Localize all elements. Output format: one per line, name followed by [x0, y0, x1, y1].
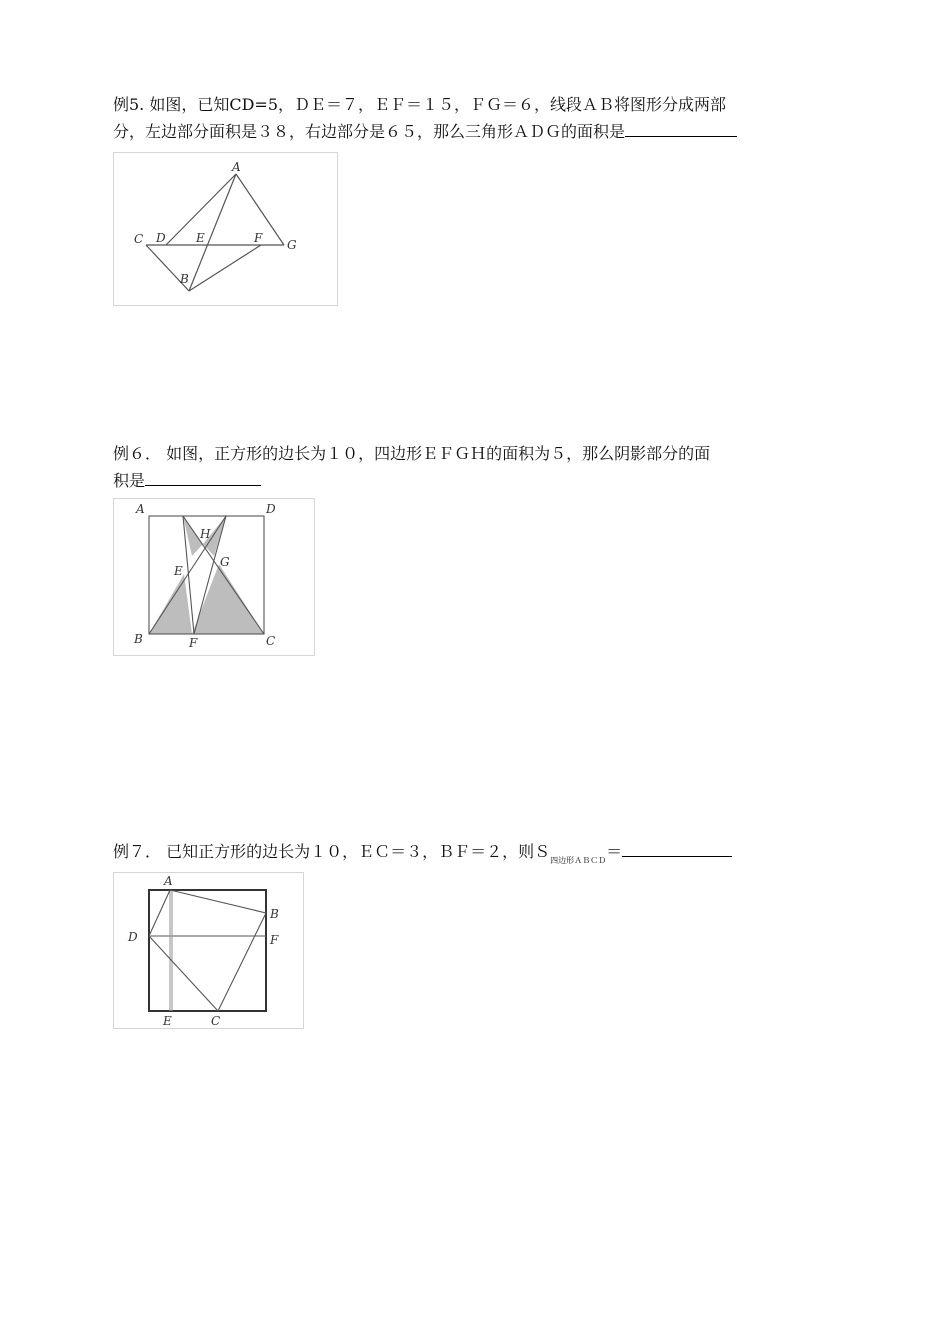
label-c: C: [266, 634, 276, 648]
label-f: F: [189, 636, 198, 650]
label-a: A: [136, 502, 145, 516]
example-7-subscript: 四边形ＡＢＣＤ: [550, 856, 607, 865]
answer-blank-5: [625, 118, 737, 137]
example-6-text: [113, 440, 839, 494]
example-5-line-2-text: 分，左边部分面积是３８，右边部分是６５，那么三角形ＡＤＧ的面积是: [113, 122, 626, 141]
example-5-text: [113, 91, 839, 145]
figure-example-5: [113, 152, 338, 306]
label-d: D: [156, 231, 166, 245]
answer-blank-7: [622, 838, 732, 857]
label-c: C: [134, 232, 144, 246]
label-e: E: [196, 231, 205, 245]
example-6-line-2-text: 积是: [113, 471, 146, 490]
example-7-line: [113, 838, 839, 874]
label-g: G: [287, 238, 297, 252]
example-7-equals: ＝: [606, 842, 623, 861]
label-g: G: [220, 555, 230, 569]
label-b: B: [270, 907, 279, 921]
example-5-line-2: [113, 118, 839, 145]
example-6-line-2: [113, 467, 839, 494]
label-e: E: [163, 1014, 172, 1028]
label-e: E: [174, 564, 183, 578]
label-c: C: [211, 1014, 221, 1028]
example-6-line-1: 例６． 如图，正方形的边长为１０，四边形ＥＦＧＨ的面积为５，那么阴影部分的面: [113, 444, 711, 463]
figure-example-6: [113, 498, 315, 656]
example-7-text: [113, 838, 839, 874]
label-f: F: [270, 933, 279, 947]
label-a: A: [164, 874, 173, 888]
example-5-line-1: 例5. 如图，已知CD=5，ＤＥ＝７，ＥＦ＝１５，ＦＧ＝６，线段ＡＢ将图形分成两部: [113, 95, 727, 114]
figure-example-7: [113, 872, 304, 1029]
label-b: B: [180, 272, 189, 286]
label-b: B: [134, 632, 143, 646]
label-d: D: [266, 502, 276, 516]
example-7-text-main: 例７． 已知正方形的边长为１０，ＥＣ＝３，ＢＦ＝２，则Ｓ: [113, 842, 551, 861]
label-a: A: [232, 160, 241, 174]
answer-blank-6: [145, 467, 261, 486]
label-f: F: [254, 231, 263, 245]
label-d: D: [128, 930, 138, 944]
label-h: H: [200, 527, 211, 541]
